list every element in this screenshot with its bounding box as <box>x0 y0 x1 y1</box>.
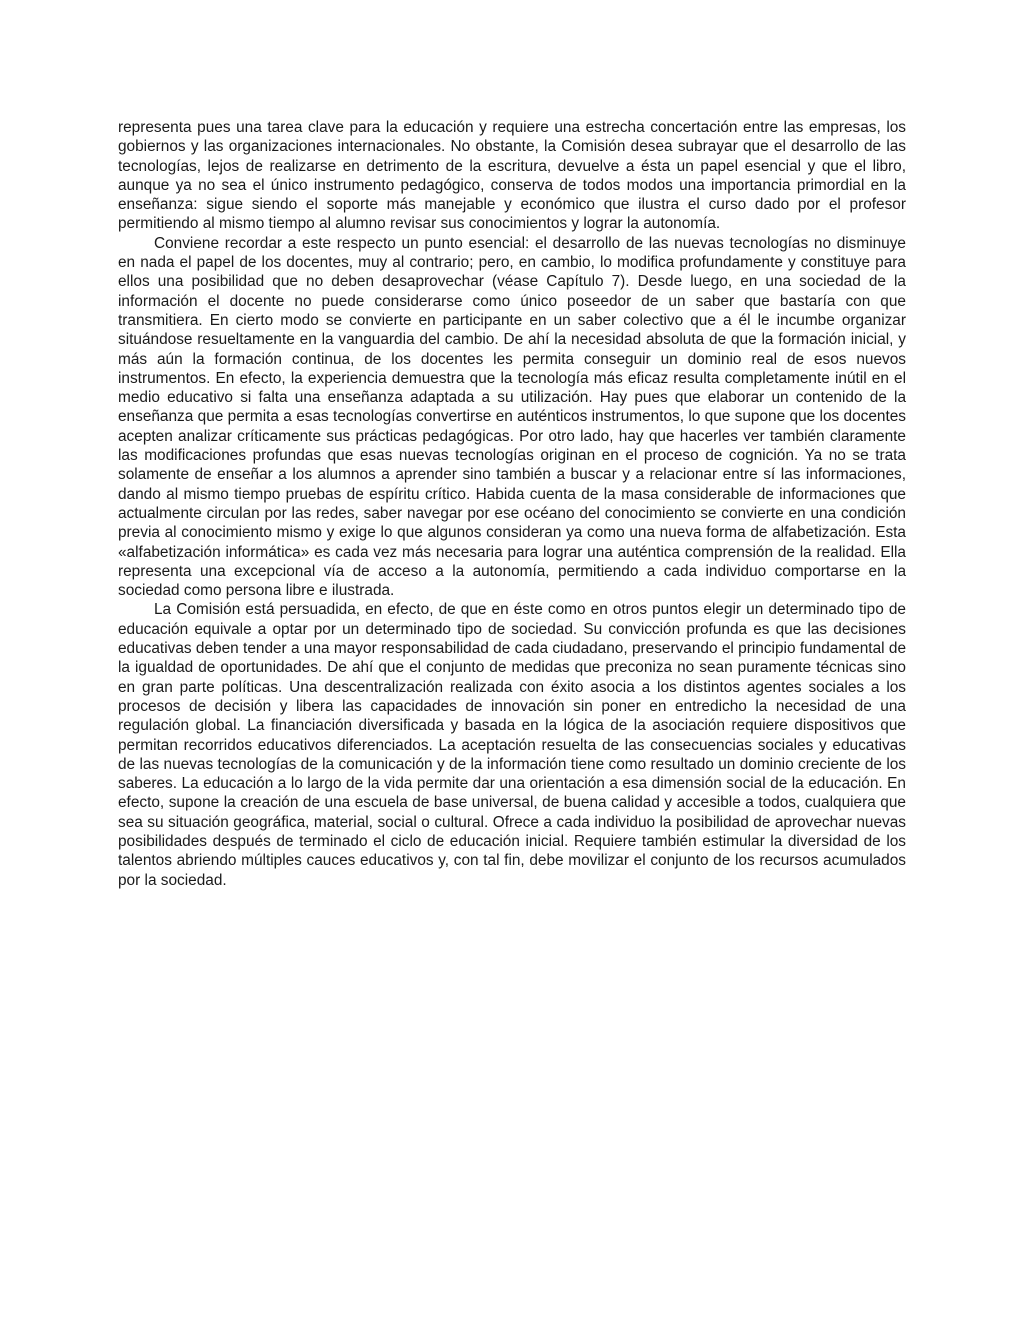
paragraph-new-technologies-teachers: Conviene recordar a este respecto un punto esencial: el desarrollo de las nuevas tecnologías no disminuye en nada el papel de los docentes, muy al contrario; pero, en cambio, lo modifica profundamente y constituye para ellos una posibilidad que no deben desaprovechar (véase Capítulo 7). Desde luego, en una sociedad de la información el docente no puede considerarse como único poseedor de un saber que bastaría con que transmitiera. En cierto modo se convierte en participante en un saber colectivo que a él le incumbe organizar situándose resueltamente en la vanguardia del cambio. De ahí la necesidad absoluta de que la formación inicial, y más aún la formación continua, de los docentes les permita conseguir un dominio real de esos nuevos instrumentos. En efecto, la experiencia demuestra que la tecnología más eficaz resulta completamente inútil en el medio educativo si falta una enseñanza adaptada a su utilización. Hay pues que elaborar un contenido de la enseñanza que permita a esas tecnologías convertirse en auténticos instrumentos, lo que supone que los docentes acepten analizar críticamente sus prácticas pedagógicas. Por otro lado, hay que hacerles ver también claramente las modificaciones profundas que esas nuevas tecnologías originan en el proceso de cognición. Ya no se trata solamente de enseñar a los alumnos a aprender sino también a buscar y a relacionar entre sí las informaciones, dando al mismo tiempo pruebas de espíritu crítico. Habida cuenta de la masa considerable de informaciones que actualmente circulan por las redes, saber navegar por ese océano del conocimiento se convierte en una condición previa al conocimiento mismo y exige lo que algunos consideran ya como una nueva forma de alfabetización. Esta «alfabetización informática» es cada vez más necesaria para lograr una auténtica comprensión de la realidad. Ella representa una excepcional vía de acceso a la autonomía, permitiendo a cada individuo comportarse en la sociedad como persona libre e ilustrada. <box>118 234 906 600</box>
paragraph-continuation: representa pues una tarea clave para la educación y requiere una estrecha concertación entre las empresas, los gobiernos y las organizaciones internacionales. No obstante, la Comisión desea subrayar que el desarrollo de las tecnologías, lejos de realizarse en detrimento de la escritura, devuelve a ésta un papel esencial y que el libro, aunque ya no sea el único instrumento pedagógico, conserva de todos modos una importancia primordial en la enseñanza: sigue siendo el soporte más manejable y económico que ilustra el curso dado por el profesor permitiendo al mismo tiempo al alumno revisar sus conocimientos y lograr la autonomía. <box>118 119 906 233</box>
document-page <box>118 118 906 890</box>
paragraph-commission-education-society: La Comisión está persuadida, en efecto, de que en éste como en otros puntos elegir un determinado tipo de educación equivale a optar por un determinado tipo de sociedad. Su convicción profunda es que las decisiones educativas deben tender a una mayor responsabilidad de cada ciudadano, preservando el principio fundamental de la igualdad de oportunidades. De ahí que el conjunto de medidas que preconiza no sean puramente técnicas sino en gran parte políticas. Una descentralización realizada con éxito asocia a los distintos agentes sociales a los procesos de decisión y libera las capacidades de innovación sin poner en entredicho la necesidad de una regulación global. La financiación diversificada y basada en la lógica de la asociación requiere dispositivos que permitan recorridos educativos diferenciados. La aceptación resuelta de las consecuencias sociales y educativas de las nuevas tecnologías de la comunicación y de la información tiene como resultado un dominio creciente de los saberes. La educación a lo largo de la vida permite dar una orientación a esa dimensión social de la educación. En efecto, supone la creación de una escuela de base universal, de buena calidad y accesible a todos, cualquiera que sea su situación geográfica, material, social o cultural. Ofrece a cada individuo la posibilidad de aprovechar nuevas posibilidades después de terminado el ciclo de educación inicial. Requiere también estimular la diversidad de los talentos abriendo múltiples cauces educativos y, con tal fin, debe movilizar el conjunto de los recursos acumulados por la sociedad. <box>118 601 906 889</box>
